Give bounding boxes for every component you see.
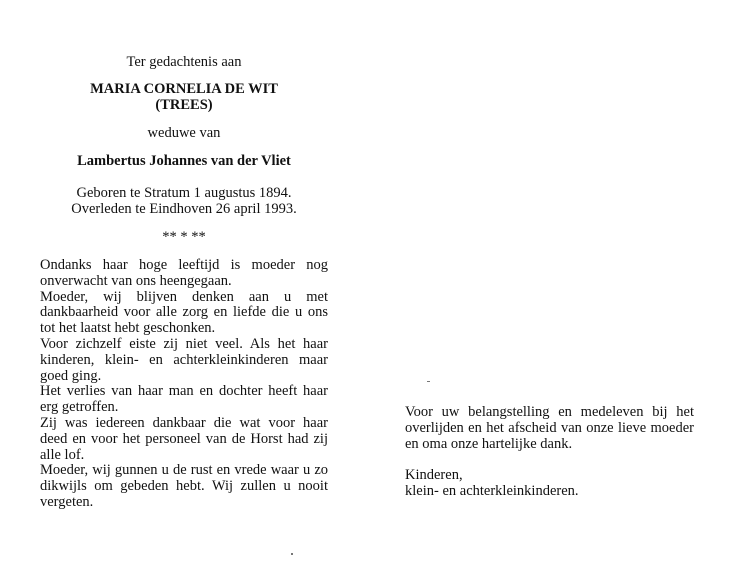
print-speck [427, 381, 430, 382]
deceased-nickname: (TREES) [155, 97, 213, 113]
birth-line: Geboren te Stratum 1 augustus 1894. [76, 185, 292, 201]
paragraph-2: Moeder, wij blijven denken aan u met dankbaarheid voor alle zorg en liefde die u ons tot het laatst hebt geschonken. [40, 288, 328, 337]
thanks-column [405, 405, 694, 500]
print-speck [291, 553, 293, 555]
death-line: Overleden te Eindhoven 26 april 1993. [71, 201, 297, 217]
memorial-text-column [40, 258, 328, 511]
paragraph-6: Moeder, wij gunnen u de rust en vrede waar u zo dikwijls om gebeden hebt. Wij zullen u nooit vergeten. [40, 462, 328, 510]
signature-line-2: klein- en achterkleinkinderen. [405, 483, 579, 500]
deceased-name: MARIA CORNELIA DE WIT [90, 81, 278, 97]
paragraph-5: Zij was iedereen dankbaar die wat voor haar deed en voor het personeel van de Horst had zij alle lof. [40, 414, 328, 463]
relation-text: weduwe van [147, 125, 221, 141]
thanks-text: Voor uw belangstelling en medeleven bij het overlijden en het afscheid van onze lieve moeder en oma onze hartelijke dank. [405, 404, 694, 452]
paragraph-3: Voor zichzelf eiste zij niet veel. Als het haar kinderen, klein- en achterkleinkinderen maar goed ging. [40, 335, 328, 384]
separator-stars: ** * ** [162, 229, 206, 245]
spouse-name: Lambertus Johannes van der Vliet [77, 153, 291, 169]
paragraph-1: Ondanks haar hoge leeftijd is moeder nog onverwacht van ons heengegaan. [40, 257, 328, 289]
intro-text: Ter gedachtenis aan [126, 54, 242, 70]
signature-line-1: Kinderen, [405, 467, 463, 484]
paragraph-4: Het verlies van haar man en dochter heeft haar erg getroffen. [40, 383, 328, 416]
